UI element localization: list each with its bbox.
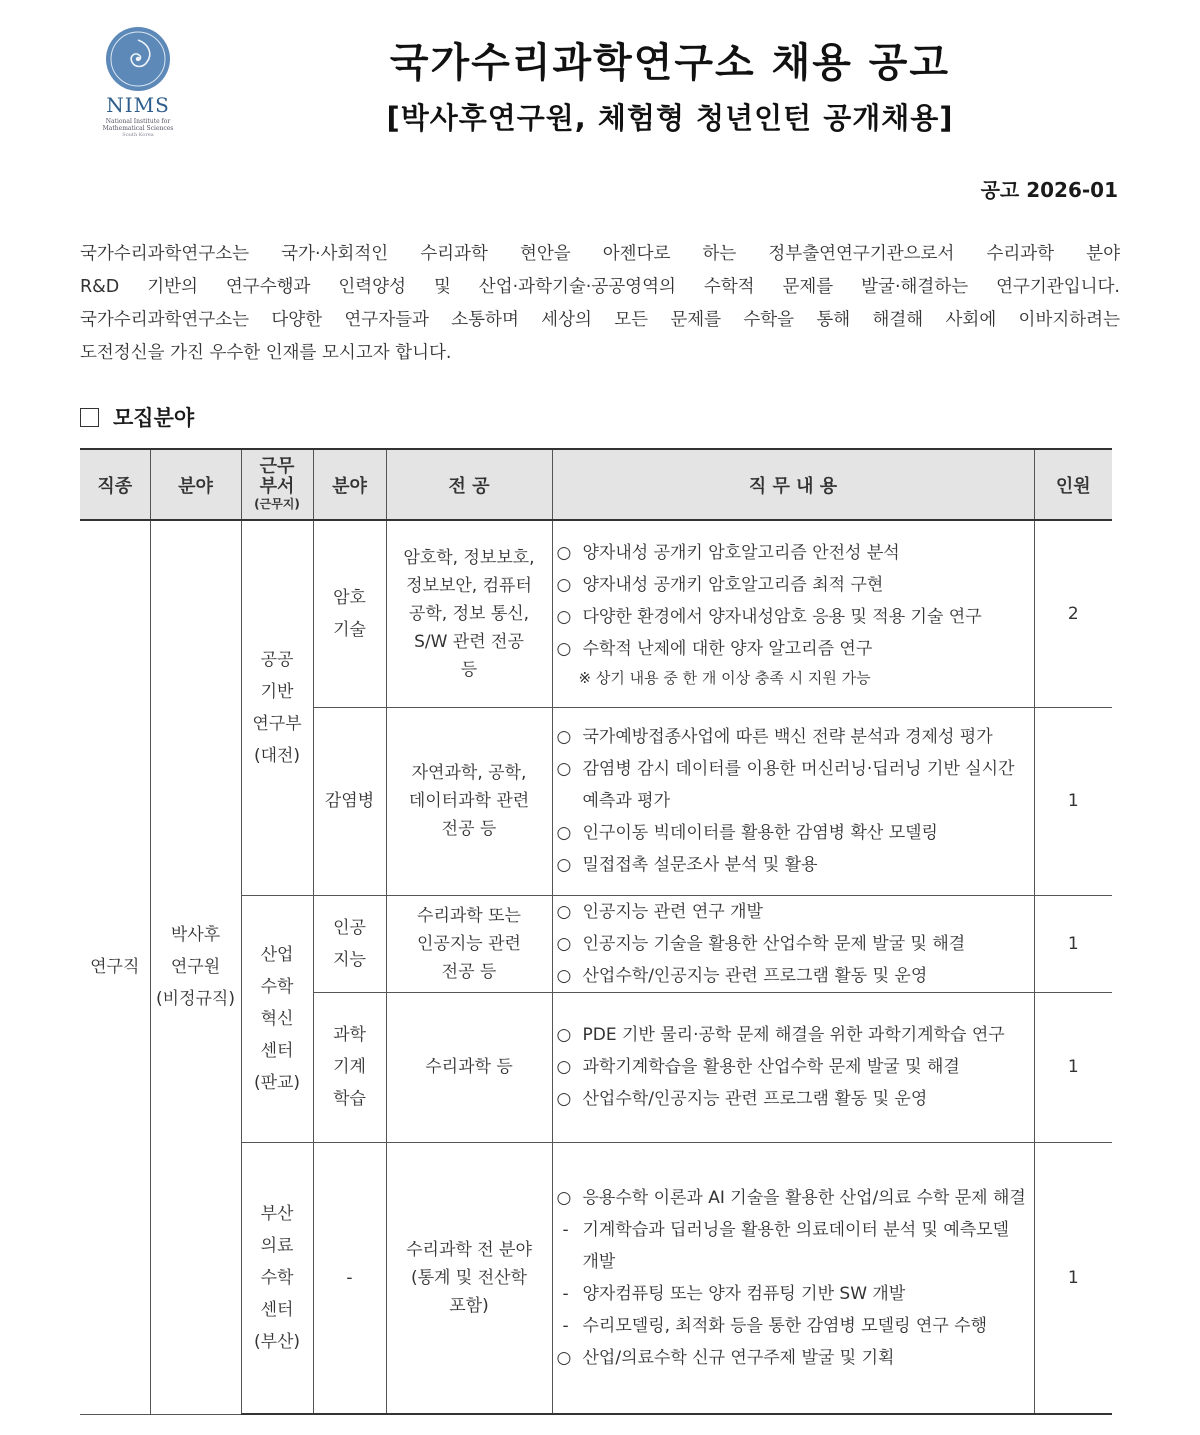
department-line: 부산 [260,1203,294,1224]
duty-text: 산업수학/인공지능 관련 프로그램 활동 및 운영 [582,965,928,986]
duty-item [557,1182,1030,1214]
department-cell [241,895,313,1142]
major-line: 암호학, 정보보호, [403,547,535,568]
intro-line: R&D 기반의 연구수행과 인력양성 및 산업·과학기술·공공영역의 수학적 문제를 발굴·해결하는 연구기관입니다. [80,277,1120,297]
col-header-count: 인원 [1034,449,1112,520]
col-header-dept-line: 부서 [259,476,295,497]
duty-text: PDE 기반 물리·공학 문제 해결을 위한 과학기계학습 연구 [582,1025,1005,1045]
department-line: 공공 [260,649,294,670]
major-line: 자연과학, 공학, [411,763,527,783]
duty-text: 과학기계학습을 활용한 산업수학 문제 발굴 및 해결 [582,1057,960,1077]
intro-line: 국가수리과학연구소는 다양한 연구자들과 소통하며 세상의 모든 문제를 수학을 통해 해결해 사회에 이바지하려는 [80,310,1120,330]
table-row [80,520,1112,707]
duty-item [557,1019,1030,1051]
duty-item [557,633,1030,665]
duty-item [557,537,1030,569]
major-line: 데이터과학 관련 [408,791,530,811]
duty-text: 다양한 환경에서 양자내성암호 응용 및 적용 기술 연구 [582,606,982,627]
duty-item [557,928,1030,960]
page-title: 국가수리과학연구소 채용 공고 [389,40,951,86]
area-cell [313,992,386,1142]
duty-text: 인공지능 기술을 활용한 산업수학 문제 발굴 및 해결 [582,933,966,954]
count-cell: 1 [1034,992,1112,1142]
major-line: 수리과학 또는 [417,905,521,926]
department-line: 수학 [260,976,294,997]
area-cell: - [313,1142,386,1414]
circle-bullet-icon: ○ [556,1057,572,1077]
duty-item [557,1051,1030,1083]
circle-bullet-icon: ○ [556,542,572,563]
duties-cell [552,992,1034,1142]
area-cell: 감염병 [313,707,386,895]
duty-item [557,960,1030,992]
duties-cell [552,707,1034,895]
area-cell [313,520,386,707]
duty-subtext: 수리모델링, 최적화 등을 통한 감염병 모델링 연구 수행 [582,1315,988,1336]
department-line: 산업 [260,944,294,965]
major-cell [386,895,552,992]
circle-bullet-icon: ○ [556,965,572,986]
circle-bullet-icon: ○ [556,759,572,779]
duty-text: 양자내성 공개키 암호알고리즘 안전성 분석 [582,542,900,563]
major-line: (통계 및 전산학 [411,1267,527,1288]
circle-bullet-icon: ○ [556,727,572,747]
col-header-department [241,449,313,520]
major-cell [386,1142,552,1414]
department-line: 기반 [260,681,294,702]
recruitment-table [80,448,1112,1415]
circle-bullet-icon: ○ [556,855,572,875]
major-line: 인공지능 관련 [417,933,521,954]
duty-item [557,1083,1030,1115]
circle-bullet-icon: ○ [556,901,572,922]
department-line: (판교) [253,1072,301,1093]
field-line: 박사후 [170,925,221,946]
nims-emblem-icon [105,26,171,92]
major-cell [386,707,552,895]
area-line: 지능 [333,949,366,970]
circle-bullet-icon: ○ [556,1025,572,1045]
duty-item [557,753,1030,817]
section-title: 모집분야 [113,406,195,430]
dash-bullet-icon: - [562,1315,569,1336]
col-header-major: 전 공 [386,449,552,520]
circle-bullet-icon: ○ [556,574,572,595]
field-line: 연구원 [170,957,221,978]
nims-logo [90,26,186,139]
area-line: 인공 [333,917,366,938]
duty-item [557,601,1030,633]
major-line: 전공 등 [441,961,497,982]
intro-paragraph [80,238,1120,370]
major-line: 등 [460,659,478,680]
duty-text: 감염병 감시 데이터를 이용한 머신러닝·딥러닝 기반 실시간 예측과 평가 [582,759,1015,811]
duty-text: 인공지능 관련 연구 개발 [582,901,763,922]
area-line: 기술 [333,619,366,640]
circle-bullet-icon: ○ [556,1347,572,1368]
duty-item [557,817,1030,849]
major-line: 공학, 정보 통신, [408,603,530,624]
duty-text: 국가예방접종사업에 따른 백신 전략 분석과 경제성 평가 [582,727,993,747]
major-line: 전공 등 [441,819,497,839]
duty-item [557,896,1030,928]
major-line: 포함) [449,1295,489,1316]
duty-item [557,721,1030,753]
duty-text: 산업/의료수학 신규 연구주제 발굴 및 기획 [582,1347,895,1368]
major-cell [386,520,552,707]
count-cell: 1 [1034,895,1112,992]
count-cell: 2 [1034,520,1112,707]
area-line: 기계 [333,1057,366,1077]
col-header-dept-location: (근무지) [254,497,300,511]
circle-bullet-icon: ○ [556,606,572,627]
department-line: 의료 [260,1235,294,1256]
circle-bullet-icon: ○ [556,638,572,659]
col-header-area: 분야 [313,449,386,520]
duty-subtext: 양자컴퓨팅 또는 양자 컴퓨팅 기반 SW 개발 [582,1283,906,1304]
notice-number: 공고 2026-01 [980,178,1118,202]
intro-line: 국가수리과학연구소는 국가·사회적인 수리과학 현안을 아젠다로 하는 정부출연연구기관으로서 수리과학 분야 [80,244,1120,264]
job-type-cell: 연구직 [80,520,150,1414]
department-cell [241,1142,313,1414]
department-line: 수학 [260,1267,294,1288]
square-bullet-icon [80,408,99,427]
duties-cell [552,1142,1034,1414]
major-line: S/W 관련 전공 [414,631,524,652]
duty-text: 양자내성 공개키 암호알고리즘 최적 구현 [582,574,884,595]
section-heading [80,402,194,432]
circle-bullet-icon: ○ [556,1187,572,1208]
logo-country: South Korea [122,132,154,138]
major-line: 수리과학 등 [425,1057,513,1077]
duty-text: 밀접접촉 설문조사 분석 및 활용 [582,855,818,875]
logo-wordmark: NIMS [106,93,170,117]
dash-bullet-icon: - [562,1219,569,1240]
duties-cell [552,895,1034,992]
major-line: 수리과학 전 분야 [406,1239,532,1260]
department-cell [241,520,313,895]
duty-subitem [557,1310,1030,1342]
dash-bullet-icon: - [562,1283,569,1304]
duty-text: 산업수학/인공지능 관련 프로그램 활동 및 운영 [582,1089,928,1109]
duty-subitem [557,1214,1030,1278]
circle-bullet-icon: ○ [556,823,572,843]
col-header-field: 분야 [150,449,241,520]
duty-text: 인구이동 빅데이터를 활용한 감염병 확산 모델링 [582,823,938,843]
area-line: 과학 [333,1025,366,1045]
duty-item [557,1342,1030,1374]
table-header-row [80,449,1112,520]
intro-line: 도전정신을 가진 우수한 인재를 모시고자 합니다. [80,343,452,363]
duty-note: ※ 상기 내용 중 한 개 이상 충족 시 지원 가능 [578,668,871,687]
count-cell: 1 [1034,707,1112,895]
department-line: (대전) [253,745,301,766]
department-line: (부산) [253,1331,301,1352]
col-header-job-type: 직종 [80,449,150,520]
duty-subtext: 기계학습과 딥러닝을 활용한 의료데이터 분석 및 예측모델 개발 [582,1219,1010,1272]
duty-text: 응용수학 이론과 AI 기술을 활용한 산업/의료 수학 문제 해결 [582,1187,1026,1208]
logo-subtext: National Institute for Mathematical Sciences [102,118,174,132]
department-line: 센터 [260,1299,294,1320]
duties-cell [552,520,1034,707]
department-line: 센터 [260,1040,294,1061]
duty-item [557,569,1030,601]
department-line: 연구부 [252,713,302,734]
col-header-duties: 직 무 내 용 [552,449,1034,520]
circle-bullet-icon: ○ [556,933,572,954]
area-line: 암호 [333,587,366,608]
major-line: 정보보안, 컴퓨터 [406,575,532,596]
field-cell [150,520,241,1414]
area-line: 학습 [333,1089,366,1109]
duty-text: 수학적 난제에 대한 양자 알고리즘 연구 [582,638,873,659]
count-cell: 1 [1034,1142,1112,1414]
duty-item [557,849,1030,881]
page-subtitle: [박사후연구원, 체험형 청년인턴 공개채용] [386,101,954,135]
department-line: 혁신 [260,1008,294,1029]
duty-subitem [557,1278,1030,1310]
area-cell [313,895,386,992]
col-header-dept-line: 근무 [259,456,295,477]
field-line: (비정규직) [156,989,235,1010]
major-cell [386,992,552,1142]
circle-bullet-icon: ○ [556,1089,572,1109]
